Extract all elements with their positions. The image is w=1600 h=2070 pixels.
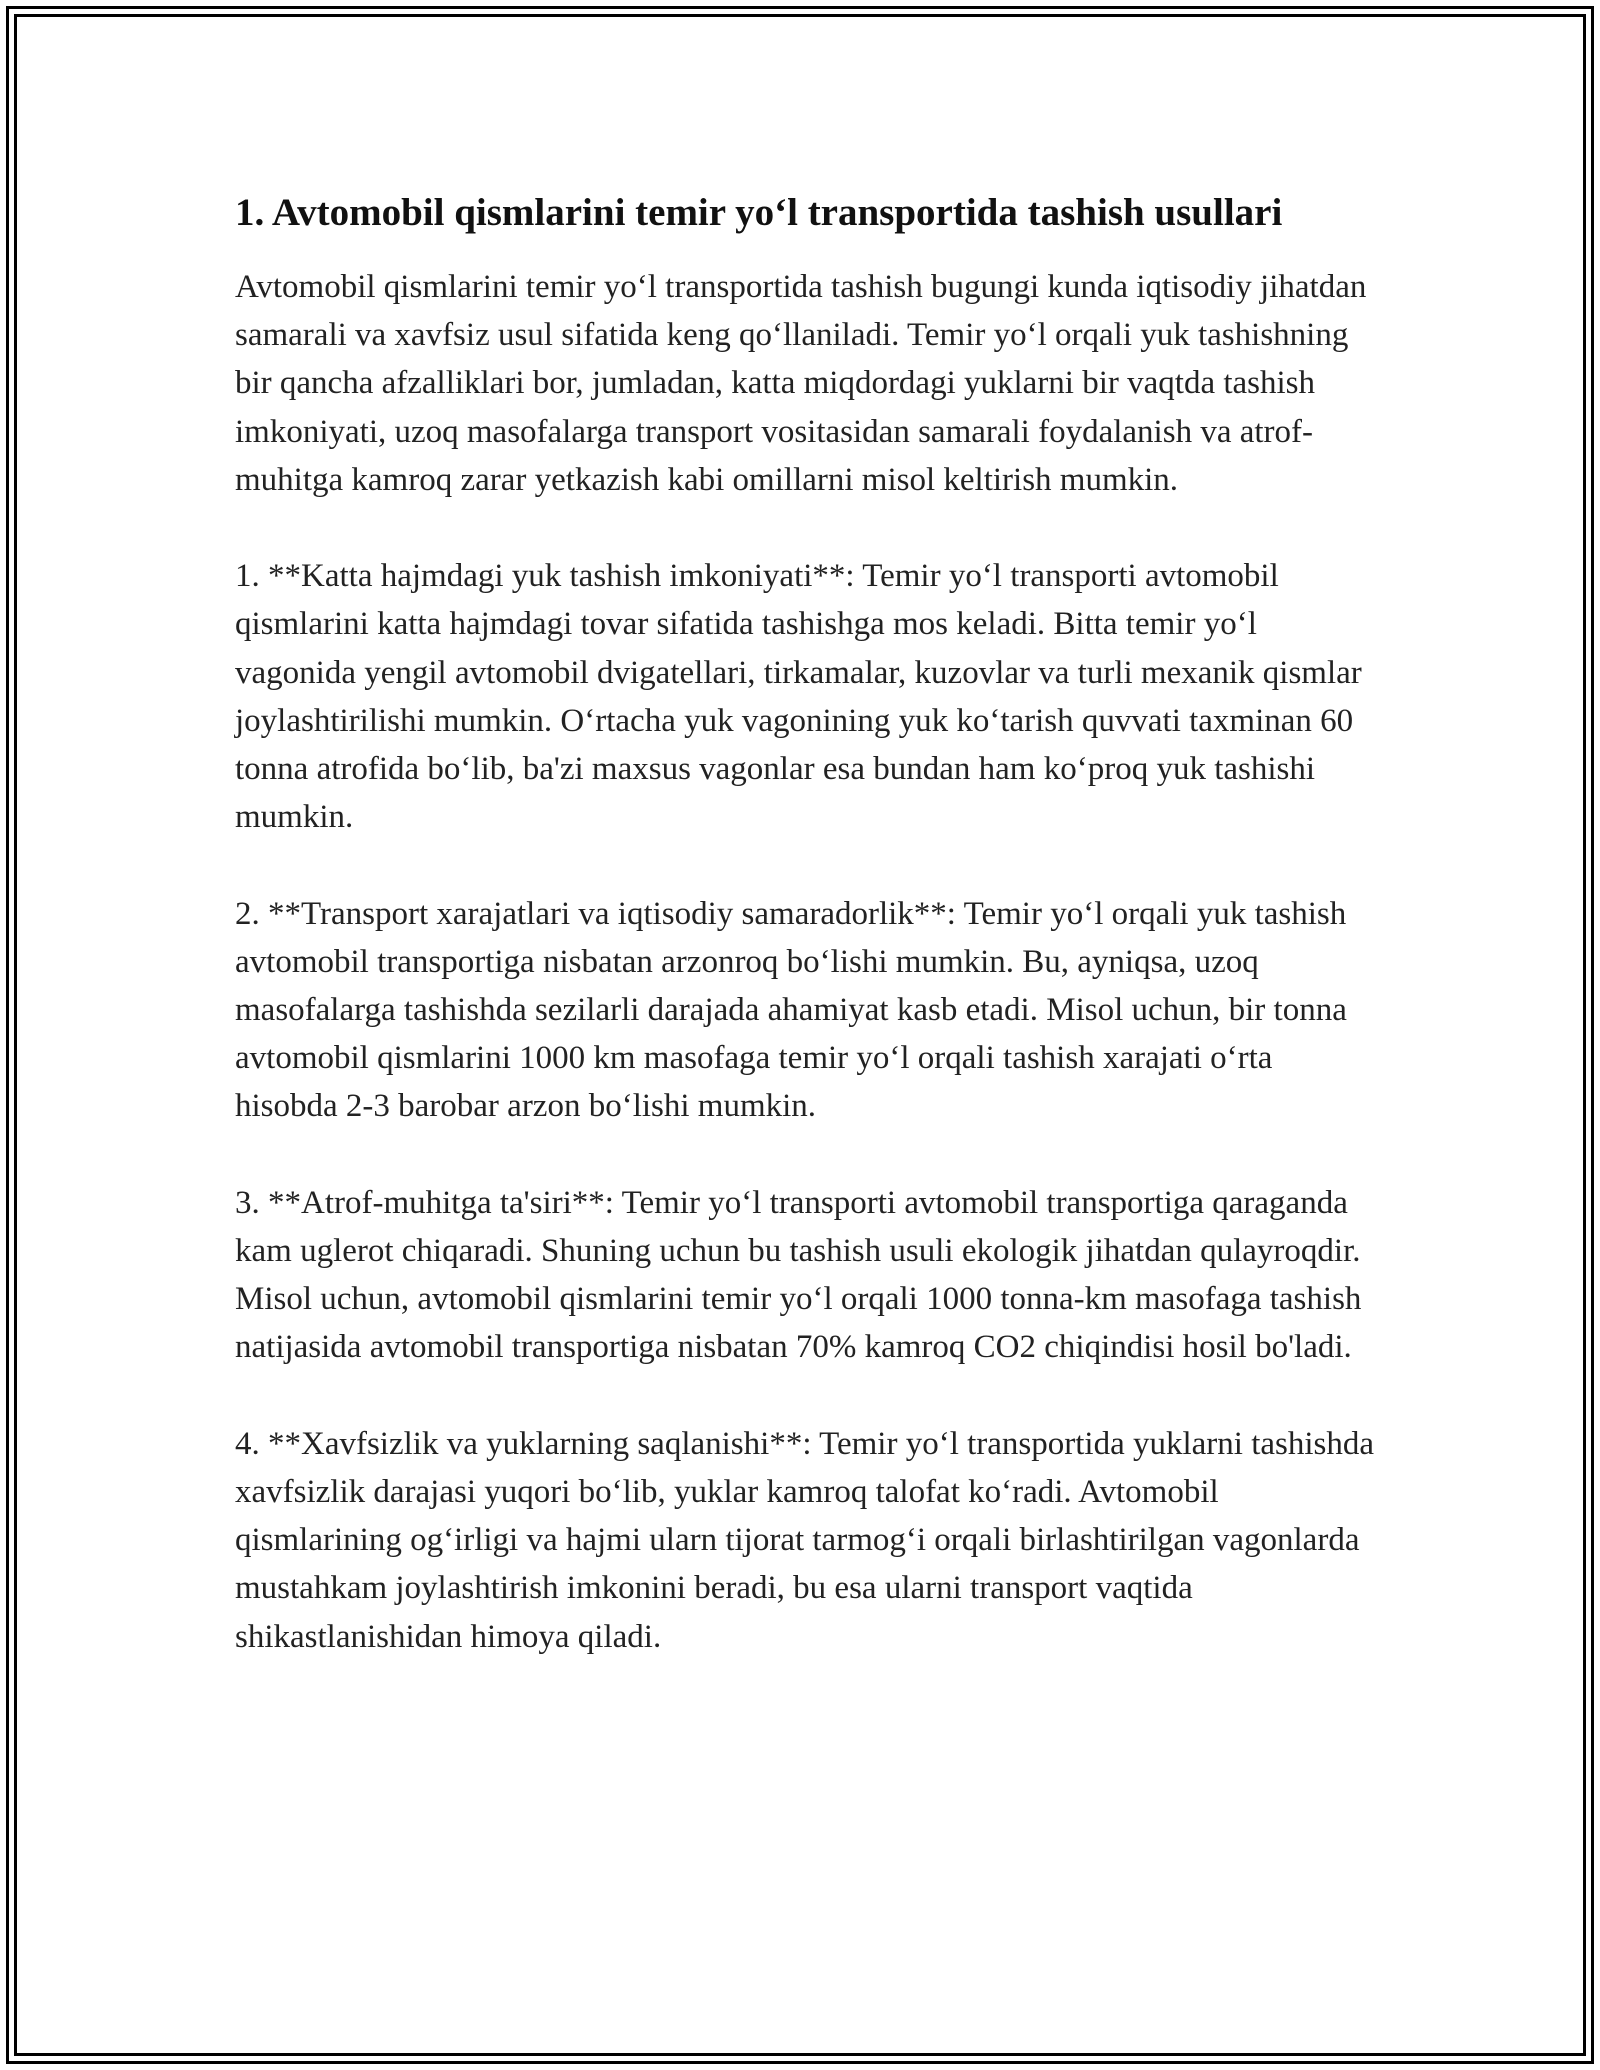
document-body xyxy=(235,185,1375,1709)
intro-paragraph: Avtomobil qismlarini temir yo‘l transportida tashish bugungi kunda iqtisodiy jihatdan samarali va xavfsiz usul sifatida keng qo‘llaniladi. Temir yo‘l orqali yuk tashishning bir qancha afzalliklari bor, jumladan, katta miqdordagi yuklarni bir vaqtda tashish imkoniyati, uzoq masofalarga transport vositasidan samarali foydalanish va atrof-muhitga kamroq zarar yetkazish kabi omillarni misol keltirish mumkin. xyxy=(235,269,1367,498)
document-title: 1. Avtomobil qismlarini temir yo‘l transportida tashish usullari xyxy=(235,191,1283,234)
point-1-paragraph: 1. **Katta hajmdagi yuk tashish imkoniyati**: Temir yo‘l transporti avtomobil qismlarini katta hajmdagi tovar sifatida tashishga mos keladi. Bitta temir yo‘l vagonida yengil avtomobil dvigatellari, tirkamalar, kuzovlar va turli mexanik qismlar joylashtirilishi mumkin. O‘rtacha yuk vagonining yuk ko‘tarish quvvati taxminan 60 tonna atrofida bo‘lib, ba'zi maxsus vagonlar esa bundan ham ko‘proq yuk tashishi mumkin. xyxy=(235,558,1362,836)
point-2-paragraph: 2. **Transport xarajatlari va iqtisodiy samaradorlik**: Temir yo‘l orqali yuk tashish avtomobil transportiga nisbatan arzonroq bo‘lishi mumkin. Bu, ayniqsa, uzoq masofalarga tashishda sezilarli darajada ahamiyat kasb etadi. Misol uchun, bir tonna avtomobil qismlarini 1000 km masofaga temir yo‘l orqali tashish xarajati o‘rta hisobda 2-3 barobar arzon bo‘lishi mumkin. xyxy=(235,895,1347,1125)
point-3-paragraph: 3. **Atrof-muhitga ta'siri**: Temir yo‘l transporti avtomobil transportiga qaraganda kam uglerot chiqaradi. Shuning uchun bu tashish usuli ekologik jihatdan qulayroqdir. Misol uchun, avtomobil qismlarini temir yo‘l orqali 1000 tonna-km masofaga tashish natijasida avtomobil transportiga nisbatan 70% kamroq CO2 chiqindisi hosil bo'ladi. xyxy=(235,1184,1362,1366)
point-4-paragraph: 4. **Xavfsizlik va yuklarning saqlanishi**: Temir yo‘l transportida yuklarni tashishda xavfsizlik darajasi yuqori bo‘lib, yuklar kamroq talofat ko‘radi. Avtomobil qismlarining og‘irligi va hajmi ularn tijorat tarmog‘i orqali birlashtirilgan vagonlarda mustahkam joylashtirish imkonini beradi, bu esa ularni transport vaqtida shikastlanishidan himoya qiladi. xyxy=(235,1425,1375,1655)
